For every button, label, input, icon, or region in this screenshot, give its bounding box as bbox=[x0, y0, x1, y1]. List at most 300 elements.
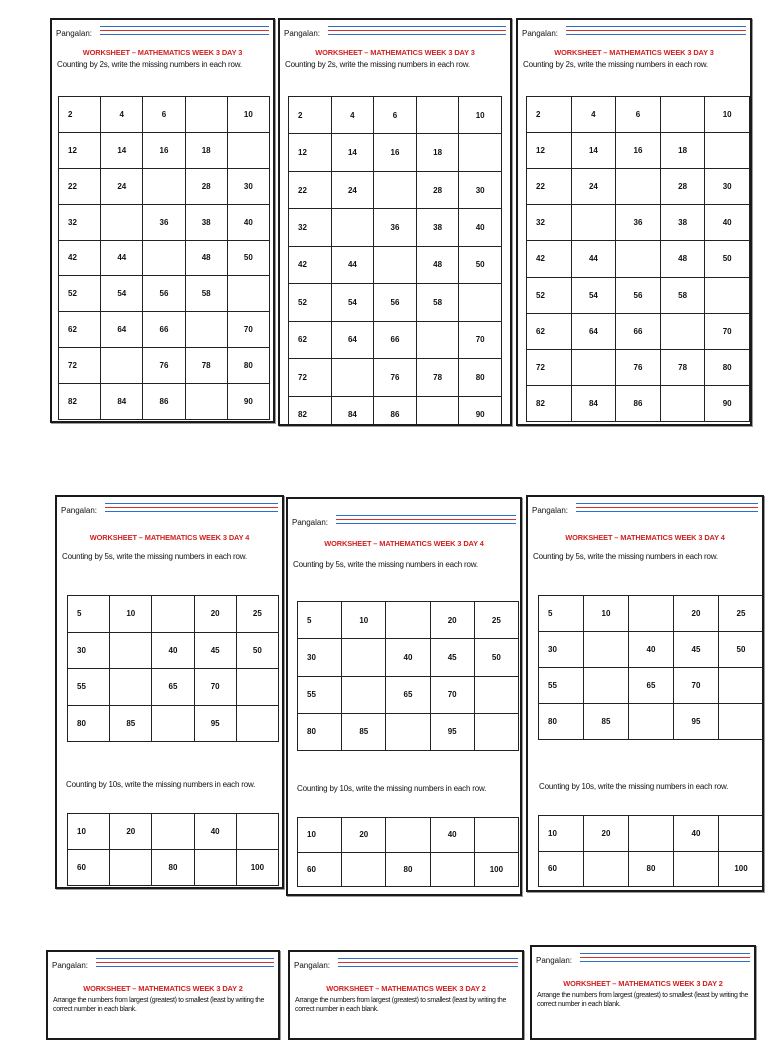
worksheet-title: WORKSHEET – MATHEMATICS WEEK 3 DAY 3 bbox=[315, 48, 475, 57]
number-cell: 16 bbox=[143, 132, 185, 168]
number-cell: 20 bbox=[430, 602, 474, 639]
blank-answer-cell[interactable] bbox=[584, 851, 629, 887]
number-cell: 48 bbox=[660, 241, 705, 277]
blank-answer-cell[interactable] bbox=[101, 348, 143, 384]
number-cell: 10 bbox=[68, 814, 110, 850]
blank-answer-cell[interactable] bbox=[143, 240, 185, 276]
blank-answer-cell[interactable] bbox=[616, 169, 661, 205]
blank-answer-cell[interactable] bbox=[386, 602, 430, 639]
blank-answer-cell[interactable] bbox=[571, 349, 616, 385]
number-cell: 36 bbox=[616, 205, 661, 241]
number-cell: 38 bbox=[416, 209, 459, 246]
number-cell: 32 bbox=[527, 205, 572, 241]
table-row bbox=[68, 705, 279, 742]
count-by-5s-table bbox=[297, 601, 519, 751]
number-cell: 70 bbox=[674, 668, 719, 704]
name-field bbox=[284, 26, 506, 46]
number-cell: 52 bbox=[289, 284, 332, 321]
blank-answer-cell[interactable] bbox=[110, 632, 152, 669]
number-cell: 80 bbox=[227, 348, 269, 384]
number-cell: 85 bbox=[342, 713, 386, 750]
number-cell: 95 bbox=[430, 713, 474, 750]
number-cell: 90 bbox=[705, 385, 750, 421]
number-cell: 10 bbox=[227, 97, 269, 133]
number-cell: 2 bbox=[59, 97, 101, 133]
blank-answer-cell[interactable] bbox=[331, 359, 374, 396]
blank-answer-cell[interactable] bbox=[227, 276, 269, 312]
worksheet-instruction-10s: Counting by 10s, write the missing numbers in each row. bbox=[297, 784, 487, 793]
table-row bbox=[527, 169, 750, 205]
number-cell: 84 bbox=[331, 396, 374, 426]
number-cell: 80 bbox=[629, 851, 674, 887]
number-cell: 50 bbox=[227, 240, 269, 276]
blank-answer-cell[interactable] bbox=[584, 632, 629, 668]
number-cell: 95 bbox=[194, 705, 236, 742]
worksheet-title: WORKSHEET – MATHEMATICS WEEK 3 DAY 2 bbox=[326, 984, 486, 993]
table-row bbox=[59, 384, 270, 420]
worksheet-day3-card-1 bbox=[50, 18, 275, 423]
number-cell: 40 bbox=[705, 205, 750, 241]
number-cell: 70 bbox=[194, 669, 236, 706]
worksheet-day3-card-3 bbox=[516, 18, 752, 426]
worksheet-day2-card-1 bbox=[46, 950, 280, 1040]
number-cell: 65 bbox=[152, 669, 194, 706]
blank-answer-cell[interactable] bbox=[660, 313, 705, 349]
number-cell: 30 bbox=[68, 632, 110, 669]
blank-answer-cell[interactable] bbox=[629, 596, 674, 632]
blank-answer-cell[interactable] bbox=[110, 669, 152, 706]
number-cell: 50 bbox=[236, 632, 278, 669]
number-cell: 28 bbox=[660, 169, 705, 205]
name-writing-lines bbox=[566, 26, 746, 38]
worksheet-title: WORKSHEET – MATHEMATICS WEEK 3 DAY 4 bbox=[324, 539, 484, 548]
name-writing-lines bbox=[328, 26, 506, 38]
name-label: Pangalan: bbox=[52, 961, 89, 970]
number-cell: 25 bbox=[236, 596, 278, 633]
number-cell: 50 bbox=[705, 241, 750, 277]
blank-answer-cell[interactable] bbox=[152, 705, 194, 742]
blank-answer-cell[interactable] bbox=[236, 669, 278, 706]
number-cell: 20 bbox=[110, 814, 152, 850]
worksheet-day4-card-1 bbox=[55, 495, 284, 889]
number-cell: 22 bbox=[59, 168, 101, 204]
table-row bbox=[59, 240, 270, 276]
table-row bbox=[539, 704, 764, 740]
number-cell: 6 bbox=[616, 97, 661, 133]
number-cell: 76 bbox=[143, 348, 185, 384]
blank-answer-cell[interactable] bbox=[719, 668, 764, 704]
number-cell: 25 bbox=[719, 596, 764, 632]
worksheet-instruction-5s: Counting by 5s, write the missing numbers in each row. bbox=[533, 552, 718, 561]
worksheet-title: WORKSHEET – MATHEMATICS WEEK 3 DAY 4 bbox=[565, 533, 725, 542]
blank-answer-cell[interactable] bbox=[719, 816, 764, 852]
table-row bbox=[59, 168, 270, 204]
table-row bbox=[298, 639, 519, 676]
blank-answer-cell[interactable] bbox=[705, 277, 750, 313]
table-row bbox=[527, 313, 750, 349]
number-cell: 54 bbox=[331, 284, 374, 321]
number-cell: 85 bbox=[110, 705, 152, 742]
worksheet-title: WORKSHEET – MATHEMATICS WEEK 3 DAY 2 bbox=[563, 979, 723, 988]
worksheet-instruction-5s: Counting by 5s, write the missing numbers in each row. bbox=[62, 552, 247, 561]
blank-answer-cell[interactable] bbox=[459, 284, 502, 321]
number-cell: 2 bbox=[289, 97, 332, 134]
name-field bbox=[294, 958, 518, 978]
table-row bbox=[68, 632, 279, 669]
blank-answer-cell[interactable] bbox=[185, 97, 227, 133]
number-cell: 6 bbox=[374, 97, 417, 134]
table-row bbox=[289, 396, 502, 426]
count-by-2s-table bbox=[288, 96, 502, 426]
worksheet-instruction: Arrange the numbers from largest (greatest) to smallest (least by writing the correct number in each blank. bbox=[53, 997, 265, 1013]
worksheet-day4-card-3 bbox=[526, 495, 764, 892]
table-row bbox=[527, 205, 750, 241]
number-cell: 22 bbox=[527, 169, 572, 205]
blank-answer-cell[interactable] bbox=[236, 814, 278, 850]
blank-answer-cell[interactable] bbox=[474, 676, 518, 713]
number-cell: 66 bbox=[616, 313, 661, 349]
count-by-10s-table bbox=[538, 815, 764, 887]
number-cell: 20 bbox=[342, 818, 386, 853]
name-writing-lines bbox=[576, 503, 758, 515]
number-cell: 24 bbox=[571, 169, 616, 205]
number-cell: 24 bbox=[331, 171, 374, 208]
number-cell: 55 bbox=[539, 668, 584, 704]
number-cell: 42 bbox=[527, 241, 572, 277]
number-cell: 56 bbox=[143, 276, 185, 312]
blank-answer-cell[interactable] bbox=[386, 713, 430, 750]
name-writing-lines bbox=[336, 515, 516, 527]
blank-answer-cell[interactable] bbox=[629, 816, 674, 852]
number-cell: 40 bbox=[227, 204, 269, 240]
table-row bbox=[298, 713, 519, 750]
name-label: Pangalan: bbox=[536, 956, 573, 965]
number-cell: 36 bbox=[143, 204, 185, 240]
number-cell: 65 bbox=[386, 676, 430, 713]
number-cell: 30 bbox=[459, 171, 502, 208]
table-row bbox=[289, 209, 502, 246]
table-row bbox=[68, 596, 279, 633]
blank-answer-cell[interactable] bbox=[416, 97, 459, 134]
number-cell: 64 bbox=[101, 312, 143, 348]
number-cell: 14 bbox=[571, 133, 616, 169]
name-label: Pangalan: bbox=[284, 29, 321, 38]
blank-answer-cell[interactable] bbox=[342, 852, 386, 887]
blank-answer-cell[interactable] bbox=[143, 168, 185, 204]
table-row bbox=[289, 321, 502, 358]
number-cell: 20 bbox=[194, 596, 236, 633]
number-cell: 4 bbox=[571, 97, 616, 133]
blank-answer-cell[interactable] bbox=[152, 814, 194, 850]
blank-answer-cell[interactable] bbox=[571, 205, 616, 241]
blank-answer-cell[interactable] bbox=[342, 676, 386, 713]
number-cell: 56 bbox=[374, 284, 417, 321]
number-cell: 40 bbox=[459, 209, 502, 246]
blank-answer-cell[interactable] bbox=[342, 639, 386, 676]
table-row bbox=[59, 312, 270, 348]
table-row bbox=[68, 669, 279, 706]
worksheet-day2-card-2 bbox=[288, 950, 524, 1040]
number-cell: 10 bbox=[539, 816, 584, 852]
blank-answer-cell[interactable] bbox=[430, 852, 474, 887]
number-cell: 45 bbox=[674, 632, 719, 668]
number-cell: 72 bbox=[527, 349, 572, 385]
number-cell: 36 bbox=[374, 209, 417, 246]
number-cell: 25 bbox=[474, 602, 518, 639]
name-field bbox=[522, 26, 746, 46]
table-row bbox=[68, 814, 279, 850]
table-row bbox=[539, 816, 764, 852]
number-cell: 10 bbox=[298, 818, 342, 853]
worksheet-instruction: Counting by 2s, write the missing numbers in each row. bbox=[285, 60, 470, 69]
number-cell: 100 bbox=[236, 850, 278, 886]
table-row bbox=[289, 284, 502, 321]
name-field bbox=[61, 503, 278, 523]
number-cell: 86 bbox=[143, 384, 185, 420]
number-cell: 72 bbox=[59, 348, 101, 384]
count-by-5s-table bbox=[538, 595, 764, 740]
blank-answer-cell[interactable] bbox=[474, 818, 518, 853]
number-cell: 45 bbox=[430, 639, 474, 676]
count-by-5s-table bbox=[67, 595, 279, 742]
number-cell: 64 bbox=[331, 321, 374, 358]
number-cell: 80 bbox=[386, 852, 430, 887]
blank-answer-cell[interactable] bbox=[705, 133, 750, 169]
worksheet-instruction: Counting by 2s, write the missing numbers in each row. bbox=[57, 60, 242, 69]
blank-answer-cell[interactable] bbox=[719, 704, 764, 740]
name-writing-lines bbox=[96, 958, 274, 970]
blank-answer-cell[interactable] bbox=[660, 97, 705, 133]
number-cell: 58 bbox=[185, 276, 227, 312]
table-row bbox=[527, 133, 750, 169]
number-cell: 10 bbox=[110, 596, 152, 633]
name-field bbox=[52, 958, 274, 978]
number-cell: 40 bbox=[386, 639, 430, 676]
number-cell: 85 bbox=[584, 704, 629, 740]
table-row bbox=[527, 241, 750, 277]
blank-answer-cell[interactable] bbox=[386, 818, 430, 853]
number-cell: 70 bbox=[459, 321, 502, 358]
number-cell: 100 bbox=[719, 851, 764, 887]
worksheet-title: WORKSHEET – MATHEMATICS WEEK 3 DAY 4 bbox=[89, 533, 250, 542]
number-cell: 50 bbox=[459, 246, 502, 283]
worksheet-instruction: Arrange the numbers from largest (greatest) to smallest (least by writing the correct number in each blank. bbox=[537, 992, 749, 1008]
table-row bbox=[59, 97, 270, 133]
name-writing-lines bbox=[338, 958, 518, 970]
number-cell: 100 bbox=[474, 852, 518, 887]
number-cell: 40 bbox=[152, 632, 194, 669]
number-cell: 20 bbox=[584, 816, 629, 852]
name-label: Pangalan: bbox=[292, 518, 329, 527]
worksheet-day3-card-2 bbox=[278, 18, 512, 426]
name-label: Pangalan: bbox=[56, 29, 93, 38]
number-cell: 78 bbox=[416, 359, 459, 396]
worksheet-instruction: Arrange the numbers from largest (greatest) to smallest (least by writing the correct number in each blank. bbox=[295, 997, 507, 1013]
worksheet-day2-card-3 bbox=[530, 945, 756, 1040]
blank-answer-cell[interactable] bbox=[374, 246, 417, 283]
blank-answer-cell[interactable] bbox=[374, 171, 417, 208]
name-field bbox=[536, 953, 750, 973]
blank-answer-cell[interactable] bbox=[674, 851, 719, 887]
blank-answer-cell[interactable] bbox=[185, 384, 227, 420]
number-cell: 38 bbox=[660, 205, 705, 241]
number-cell: 60 bbox=[298, 852, 342, 887]
number-cell: 32 bbox=[289, 209, 332, 246]
blank-answer-cell[interactable] bbox=[110, 850, 152, 886]
blank-answer-cell[interactable] bbox=[236, 705, 278, 742]
table-row bbox=[68, 850, 279, 886]
number-cell: 90 bbox=[227, 384, 269, 420]
number-cell: 70 bbox=[227, 312, 269, 348]
table-row bbox=[527, 349, 750, 385]
table-row bbox=[527, 277, 750, 313]
number-cell: 66 bbox=[143, 312, 185, 348]
blank-answer-cell[interactable] bbox=[629, 704, 674, 740]
number-cell: 54 bbox=[571, 277, 616, 313]
count-by-10s-table bbox=[297, 817, 519, 887]
number-cell: 6 bbox=[143, 97, 185, 133]
number-cell: 18 bbox=[416, 134, 459, 171]
blank-answer-cell[interactable] bbox=[416, 321, 459, 358]
table-row bbox=[59, 132, 270, 168]
number-cell: 86 bbox=[374, 396, 417, 426]
number-cell: 44 bbox=[101, 240, 143, 276]
blank-answer-cell[interactable] bbox=[194, 850, 236, 886]
number-cell: 12 bbox=[527, 133, 572, 169]
number-cell: 58 bbox=[416, 284, 459, 321]
table-row bbox=[527, 385, 750, 421]
blank-answer-cell[interactable] bbox=[185, 312, 227, 348]
number-cell: 4 bbox=[331, 97, 374, 134]
table-row bbox=[539, 851, 764, 887]
blank-answer-cell[interactable] bbox=[616, 241, 661, 277]
number-cell: 38 bbox=[185, 204, 227, 240]
number-cell: 20 bbox=[674, 596, 719, 632]
number-cell: 78 bbox=[185, 348, 227, 384]
number-cell: 16 bbox=[374, 134, 417, 171]
name-field bbox=[56, 26, 269, 46]
name-label: Pangalan: bbox=[532, 506, 569, 515]
number-cell: 84 bbox=[101, 384, 143, 420]
blank-answer-cell[interactable] bbox=[227, 132, 269, 168]
blank-answer-cell[interactable] bbox=[416, 396, 459, 426]
number-cell: 10 bbox=[459, 97, 502, 134]
table-row bbox=[59, 348, 270, 384]
worksheet-instruction: Counting by 2s, write the missing numbers in each row. bbox=[523, 60, 708, 69]
number-cell: 82 bbox=[527, 385, 572, 421]
table-row bbox=[298, 818, 519, 853]
table-row bbox=[59, 204, 270, 240]
table-row bbox=[539, 668, 764, 704]
number-cell: 12 bbox=[59, 132, 101, 168]
number-cell: 12 bbox=[289, 134, 332, 171]
number-cell: 4 bbox=[101, 97, 143, 133]
number-cell: 70 bbox=[705, 313, 750, 349]
number-cell: 16 bbox=[616, 133, 661, 169]
blank-answer-cell[interactable] bbox=[660, 385, 705, 421]
number-cell: 30 bbox=[298, 639, 342, 676]
worksheet-title: WORKSHEET – MATHEMATICS WEEK 3 DAY 2 bbox=[83, 984, 243, 993]
name-writing-lines bbox=[105, 503, 278, 515]
number-cell: 28 bbox=[416, 171, 459, 208]
number-cell: 56 bbox=[616, 277, 661, 313]
count-by-2s-table bbox=[58, 96, 270, 420]
number-cell: 78 bbox=[660, 349, 705, 385]
name-writing-lines bbox=[100, 26, 269, 38]
name-field bbox=[532, 503, 758, 523]
blank-answer-cell[interactable] bbox=[101, 204, 143, 240]
number-cell: 82 bbox=[289, 396, 332, 426]
blank-answer-cell[interactable] bbox=[331, 209, 374, 246]
number-cell: 30 bbox=[539, 632, 584, 668]
number-cell: 64 bbox=[571, 313, 616, 349]
number-cell: 54 bbox=[101, 276, 143, 312]
number-cell: 52 bbox=[527, 277, 572, 313]
number-cell: 80 bbox=[705, 349, 750, 385]
number-cell: 24 bbox=[101, 168, 143, 204]
blank-answer-cell[interactable] bbox=[584, 668, 629, 704]
number-cell: 95 bbox=[674, 704, 719, 740]
number-cell: 80 bbox=[68, 705, 110, 742]
number-cell: 55 bbox=[68, 669, 110, 706]
number-cell: 84 bbox=[571, 385, 616, 421]
number-cell: 40 bbox=[674, 816, 719, 852]
number-cell: 2 bbox=[527, 97, 572, 133]
number-cell: 14 bbox=[331, 134, 374, 171]
number-cell: 45 bbox=[194, 632, 236, 669]
worksheet-title: WORKSHEET – MATHEMATICS WEEK 3 DAY 3 bbox=[82, 48, 243, 57]
name-writing-lines bbox=[580, 953, 750, 965]
number-cell: 90 bbox=[459, 396, 502, 426]
table-row bbox=[289, 246, 502, 283]
number-cell: 76 bbox=[616, 349, 661, 385]
table-row bbox=[539, 596, 764, 632]
number-cell: 66 bbox=[374, 321, 417, 358]
table-row bbox=[59, 276, 270, 312]
name-field bbox=[292, 515, 516, 535]
number-cell: 50 bbox=[719, 632, 764, 668]
number-cell: 32 bbox=[59, 204, 101, 240]
number-cell: 86 bbox=[616, 385, 661, 421]
number-cell: 40 bbox=[629, 632, 674, 668]
count-by-10s-table bbox=[67, 813, 279, 886]
worksheet-instruction-5s: Counting by 5s, write the missing numbers in each row. bbox=[293, 560, 478, 569]
number-cell: 76 bbox=[374, 359, 417, 396]
count-by-2s-table bbox=[526, 96, 750, 422]
worksheet-instruction-10s: Counting by 10s, write the missing numbers in each row. bbox=[66, 780, 256, 789]
name-label: Pangalan: bbox=[61, 506, 98, 515]
number-cell: 10 bbox=[342, 602, 386, 639]
worksheet-title: WORKSHEET – MATHEMATICS WEEK 3 DAY 3 bbox=[554, 48, 714, 57]
name-label: Pangalan: bbox=[294, 961, 331, 970]
blank-answer-cell[interactable] bbox=[152, 596, 194, 633]
table-row bbox=[289, 134, 502, 171]
blank-answer-cell[interactable] bbox=[459, 134, 502, 171]
number-cell: 70 bbox=[430, 676, 474, 713]
number-cell: 5 bbox=[298, 602, 342, 639]
table-row bbox=[298, 852, 519, 887]
number-cell: 40 bbox=[430, 818, 474, 853]
number-cell: 60 bbox=[68, 850, 110, 886]
number-cell: 65 bbox=[629, 668, 674, 704]
number-cell: 82 bbox=[59, 384, 101, 420]
number-cell: 58 bbox=[660, 277, 705, 313]
blank-answer-cell[interactable] bbox=[474, 713, 518, 750]
number-cell: 62 bbox=[289, 321, 332, 358]
number-cell: 5 bbox=[68, 596, 110, 633]
number-cell: 5 bbox=[539, 596, 584, 632]
number-cell: 40 bbox=[194, 814, 236, 850]
